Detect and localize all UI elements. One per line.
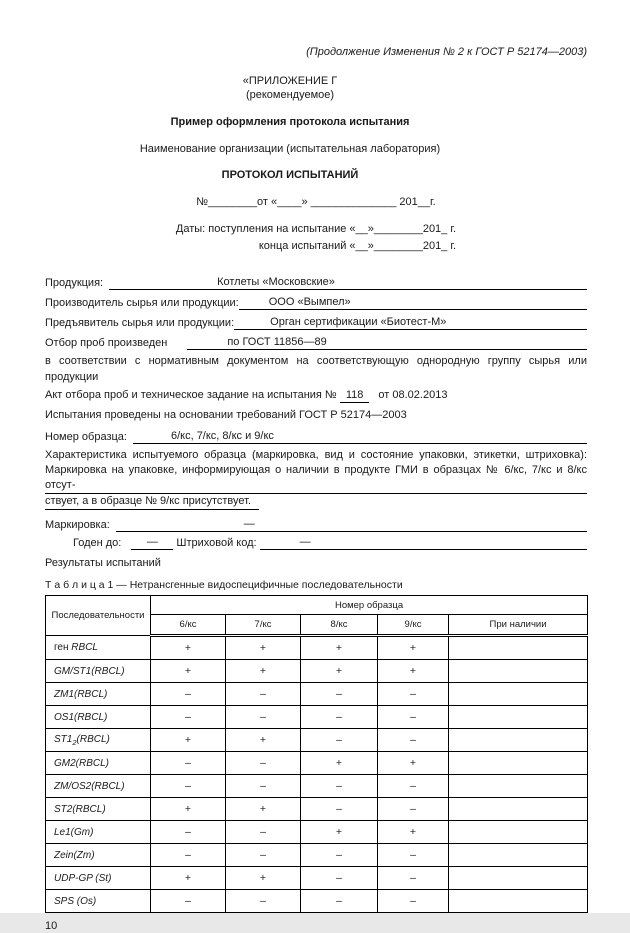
result-value: + (301, 821, 378, 844)
result-value (449, 636, 588, 660)
result-value: + (226, 660, 301, 683)
product-field (109, 269, 587, 290)
sample-header-6ks: 6/кс (151, 615, 226, 636)
result-value: + (151, 660, 226, 683)
result-value: + (378, 636, 449, 660)
product-label: Продукция: (45, 277, 104, 289)
table-row (46, 706, 588, 729)
sequence-name: Zein(Zm) (46, 844, 151, 867)
sampling-field (187, 329, 587, 350)
result-value: + (301, 636, 378, 660)
table-caption: Т а б л и ц а 1 — Нетрансгенные видоспецифичные последовательности (45, 579, 403, 591)
result-value: + (378, 660, 449, 683)
manufacturer-value: ООО «Вымпел» (268, 296, 351, 308)
result-value: – (301, 775, 378, 798)
results-label: Результаты испытаний (45, 557, 161, 569)
manufacturer-label: Производитель сырья или продукции: (45, 297, 239, 309)
result-value: – (226, 683, 301, 706)
sampling-value: по ГОСТ 11856—89 (227, 336, 327, 348)
table-row (46, 867, 588, 890)
result-value (449, 706, 588, 729)
table-row (46, 660, 588, 683)
sequence-name: ZM/OS2(RBCL) (46, 775, 151, 798)
results-table-body (46, 636, 588, 913)
result-value: – (226, 775, 301, 798)
sampling-row (45, 330, 587, 350)
product-row (45, 270, 587, 290)
characteristic-value-line2: ствует, а в образце № 9/кс присутствует. (45, 494, 259, 510)
table-row (46, 798, 588, 821)
valid-until-field (131, 531, 173, 550)
result-value: – (151, 775, 226, 798)
date-received-line: Даты: поступления на испытание «__»________201_ г. (175, 223, 457, 235)
result-value: – (301, 706, 378, 729)
result-value: – (301, 890, 378, 913)
sample-header-7ks: 7/кс (226, 615, 301, 636)
header-block (45, 74, 587, 182)
result-value: – (226, 890, 301, 913)
characteristic-label: Характеристика испытуемого образца (маркировка, вид и состояние упаковки, этикетки, штриховка): (45, 449, 587, 461)
sampling-label: Отбор проб произведен (45, 337, 168, 349)
act-date: от 08.02.2013 (378, 389, 448, 401)
organization-line: Наименование организации (испытательная лаборатория) (139, 143, 441, 155)
sequence-name: SPS (Os) (46, 890, 151, 913)
table-row (46, 729, 588, 752)
result-value: – (226, 706, 301, 729)
result-value: – (151, 844, 226, 867)
conformity-line: в соответствии с нормативным документом на соответствующую однородную группу сырья или продукции (45, 355, 587, 383)
result-value: – (301, 867, 378, 890)
result-value: + (301, 660, 378, 683)
result-value: + (151, 798, 226, 821)
basis-line: Испытания проведены на основании требований ГОСТ Р 52174—2003 (45, 409, 407, 421)
result-value: – (151, 752, 226, 775)
marking-label: Маркировка: (45, 519, 110, 531)
barcode-field (260, 531, 587, 550)
result-value: – (301, 729, 378, 752)
sequence-name: OS1(RBCL) (46, 706, 151, 729)
if-present-header: При наличии (449, 615, 588, 636)
result-value (449, 683, 588, 706)
result-value (449, 660, 588, 683)
result-value: – (301, 683, 378, 706)
sample-header-9ks: 9/кс (378, 615, 449, 636)
continuation-note: (Продолжение Изменения № 2 к ГОСТ Р 52174—2003) (306, 46, 587, 58)
act-line (45, 385, 587, 405)
result-value: – (378, 706, 449, 729)
date-finished-line: конца испытаний «__»________201_ г. (258, 240, 457, 252)
table-row (46, 844, 588, 867)
result-value: – (151, 683, 226, 706)
sample-number-label: Номер образца: (45, 431, 127, 443)
presenter-field (234, 309, 587, 330)
result-value: – (378, 844, 449, 867)
result-value: + (226, 867, 301, 890)
characteristic-value-line1: Маркировка на упаковке, информирующая о наличии в продукте ГМИ в образцах № 6/кс, 7/кс и 8/кс отсут- (45, 463, 587, 494)
result-value: + (378, 752, 449, 775)
sequence-name: GM2(RBCL) (46, 752, 151, 775)
sequence-name: UDP-GP (St) (46, 867, 151, 890)
presenter-row (45, 310, 587, 330)
sequence-name: ген RBCL (46, 636, 151, 660)
result-value: – (378, 890, 449, 913)
table-row (46, 821, 588, 844)
result-value: + (151, 729, 226, 752)
valid-until-value: — (146, 536, 158, 548)
result-value: + (301, 752, 378, 775)
result-value: – (151, 890, 226, 913)
act-number: 118 (340, 389, 370, 403)
barcode-label: Штриховой код: (176, 537, 257, 549)
protocol-number-line: №________от «____» ______________ 201__г. (196, 196, 436, 208)
marking-value: — (243, 518, 255, 530)
sample-header-8ks: 8/кс (301, 615, 378, 636)
result-value: – (301, 844, 378, 867)
result-value: – (378, 775, 449, 798)
sample-number-row (45, 425, 587, 444)
table-row (46, 636, 588, 660)
result-value: – (301, 798, 378, 821)
protocol-title: ПРОТОКОЛ ИСПЫТАНИЙ (221, 169, 359, 181)
result-value: + (378, 821, 449, 844)
result-value (449, 775, 588, 798)
sample-number-value: 6/кс, 7/кс, 8/кс и 9/кс (170, 430, 274, 442)
result-value: – (151, 706, 226, 729)
result-value: – (378, 729, 449, 752)
sequence-name: $ST1_2(RBCL)$ (46, 729, 151, 752)
characteristic-value-line2-wrap (45, 494, 587, 510)
result-value: – (226, 821, 301, 844)
sample-number-group-header: Номер образца (151, 596, 588, 615)
sequence-name: ST2(RBCL) (46, 798, 151, 821)
result-value: – (378, 683, 449, 706)
table-row (46, 890, 588, 913)
result-value (449, 798, 588, 821)
product-value: Котлеты «Московские» (217, 276, 335, 288)
manufacturer-field (239, 289, 587, 310)
result-value: + (151, 867, 226, 890)
result-value (449, 752, 588, 775)
result-value (449, 821, 588, 844)
presenter-value: Орган сертификации «Биотест-М» (270, 316, 447, 328)
result-value: – (151, 821, 226, 844)
valid-until-row (45, 532, 587, 550)
marking-row (45, 513, 587, 532)
presenter-label: Предъявитель сырья или продукции: (45, 317, 235, 329)
table-header-row-1 (46, 596, 588, 615)
result-value: – (226, 844, 301, 867)
result-value (449, 844, 588, 867)
result-value: + (226, 729, 301, 752)
sequence-name: Le1(Gm) (46, 821, 151, 844)
result-value: + (151, 636, 226, 660)
sequence-name: GM/ST1(RBCL) (46, 660, 151, 683)
page-number: 10 (45, 920, 58, 932)
manufacturer-row (45, 290, 587, 310)
result-value: – (378, 798, 449, 821)
result-value (449, 890, 588, 913)
appendix-title: «ПРИЛОЖЕНИЕ Г (242, 75, 338, 87)
result-value (449, 729, 588, 752)
result-value: + (226, 798, 301, 821)
table-row (46, 775, 588, 798)
example-title: Пример оформления протокола испытания (170, 116, 410, 128)
result-value: + (226, 636, 301, 660)
sequence-name: ZM1(RBCL) (46, 683, 151, 706)
table-row (46, 683, 588, 706)
table-row (46, 752, 588, 775)
barcode-value: — (299, 536, 311, 548)
act-line-prefix: Акт отбора проб и техническое задание на испытания № (45, 389, 337, 401)
dates-block (45, 221, 587, 255)
appendix-subtitle: (рекомендуемое) (245, 89, 335, 101)
results-table (45, 595, 588, 913)
result-value: – (378, 867, 449, 890)
result-value (449, 867, 588, 890)
result-value: – (226, 752, 301, 775)
sequences-column-header: Последовательности (46, 596, 151, 636)
sample-number-field (133, 424, 587, 444)
valid-until-label: Годен до: (73, 537, 122, 549)
marking-field (116, 512, 587, 532)
